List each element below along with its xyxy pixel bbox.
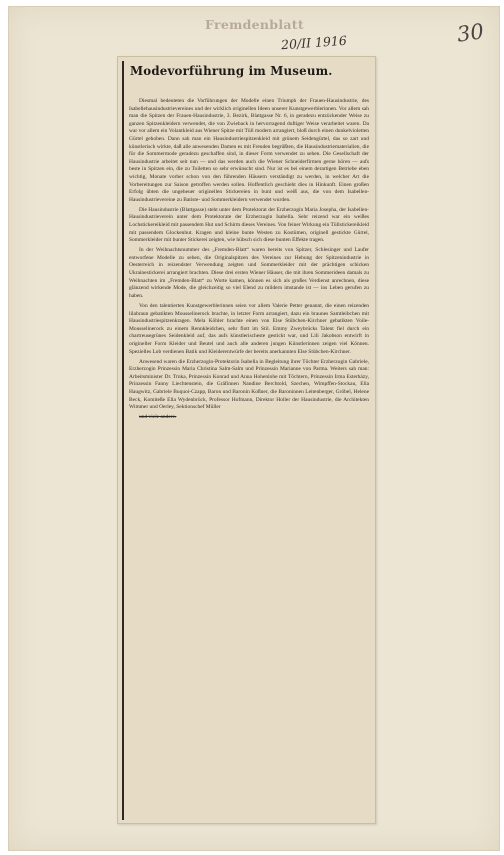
newspaper-masthead: Fremdenblatt [205,17,304,32]
article-body [129,98,369,422]
handwritten-page-number: 30 [455,19,486,47]
article-paragraph: Die Hausindustrie (Blattgasse) steht unter dem Protektorat der Erzherzogin Maria Josepha, der Isabellen-Hausindustrieverein unter dem Protektorate der Erzherzogin Isabella. Sehr reizend war ein weißes Lochstickereikleid mit passendem Hut und Schirm dieses Vereines. Von feiner Wirkung ein Tüllstickereikleid mit passendem Glockenhut. Kragen und kleine bunte Westen zu Kostümen, originell gestickte Gürtel, Sommerkleider mit bunter Stickerei zeigten, wie hübsch sich diese bunten Effekte tragen. [129,206,369,244]
newspaper-clipping [117,56,376,824]
article-paragraph: In der Weihnachtsnummer des „Fremden-Blatt“ waren bereits von Spitzer, Schlesinger und Laufer entworfene Modelle zu sehen, die Originalspitzen des Vereines zur Hebung der Spitzenindustrie in Oesterreich in reizendster Verwendung zeigten und Sommerkleider mit der prächtigen schicken Ukrainestickerei arrangiert brachten. Diese drei ersten Wiener Häuser, die mit ihren Sommerideen damals zu Weihnachten im „Fremden-Blatt“ zu Worte kamen, können es sich als großes Verdienst anrechnen, diese glänzend wirkende Mode, die gleichzeitig so viel Elend zu mildern imstande ist — ins Leben gerufen zu haben. [129,247,369,299]
article-headline: Modevorführung im Museum. [130,64,333,78]
clipping-column [122,61,372,820]
article-paragraph: Diesmal bedeuteten die Vorführungen der Modelle einen Triumph der Frauen-Hausindustrie, des Isabellehausindustrievereines und der wirklich originellen Ideen unserer Kunstgewerblerinnen. Vor allem sah man die Spitzen der Frauen-Hausindustrie, 3. Bezirk, Blattgasse Nr. 6, in geradezu entzückender Weise zu ganzen Spitzenkleidern verwendet, die von Zwieback in hervorragend duftiger Weise verarbeitet waren. Da war vor allem ein Volantkleid aus Wiener Spitze mit Tüll modern arrangiert, bloß durch einen dunkelvioletten Gürtel gehoben. Dann sah man ein Hausindustriespitzenkleid mit grünem Seidengürtel, das so zart und künstlerisch wirkte, daß alle anwesenden Damen es mit Freuden begrüßten, die Hausindustriematerialien, die für die Sommermode geradezu geschaffen sind, in dieser Form verwendet zu sehen. Die Gesellschaft der Hausindustrie arbeitet seit nun — und das werden auch die Wiener Schneiderfirmen gerne hören — aufs beste in Spitzen ein, die zu Toiletten so sehr erwünscht sind. Nur ist es bei einem derartigen Betriebe eben wichtig, Monate vorher schon von den führenden Häusern verständigt zu werden, in welcher Art die Vorbereitungen zur Saison getroffen werden sollen. Hoffentlich geschieht dies in Hinkunft. Einen großen Erfolg übten die ungeheuer originellen Stickereien in bunt und weiß aus, die von dem Isabellen-Hausindustrievereine zu Batiste- und Sommerkleidern verwendet wurden. [129,98,369,203]
article-paragraph: Von den talentierten Kunstgewerblerinnen seien vor allem Valerie Petter genannt, die einen reizenden lilabraun gebatikten Mousselinerock brachte, in letzter Form arrangiert, dazu ein braunes Samtleibchen mit Hausindustriespitzenkragen. Mela Köhler brachte einen von Else Stübchen-Kirchner gebatikten Voile-Mousselinerock zu einem Rennkleidchen, sehr flott im Stil. Emmy Zweybrücks Talent fiel durch ein chartreusegrünes Seidenkleid auf, das aufs künstlerischeste gestickt war, und Lili Jakobson entwirft in origineller Form Kleider und Beutel und auch alle anderen jungen Künstlerinnen zeigen viel Können. Spezielles Lob verdienen Batik und Kleiderentwürfe der bereits anerkannten Else Stübchen-Kirchner. [129,302,369,355]
article-closing-line: und viele andere. [139,414,177,421]
handwritten-date: 20/II 1916 [280,32,348,53]
article-paragraph: Anwesend waren die Erzherzogin-Protektorin Isabella in Begleitung ihrer Töchter Erzherzogin Gabriele, Erzherzogin Prinzessin Maria Christina Salm-Salm und Prinzessin Marianne von Parma. Weiters sah man: Arbeitsminister Dr. Trnka, Prinzessin Konrad und Anna Hohenlohe mit Töchtern, Prinzessin Irma Esterházy, Prinzessin Fanny Liechtenstein, die Gräfinnen Nandine Berchtold, Szechen, Wimpffen-Stockau, Ella Haugwitz, Gabriele Buquoi-Czapp, Baron und Baronin Koßner, die Baroninnen Leitenberger, Gröbel, Helene Beck, Komiteße Ella Wydenbrück, Professor Hofmann, Direktor Holler der Hausindustrie, die Architekten Wimmer und Oerley, Sektionschef Müller [129,358,369,411]
